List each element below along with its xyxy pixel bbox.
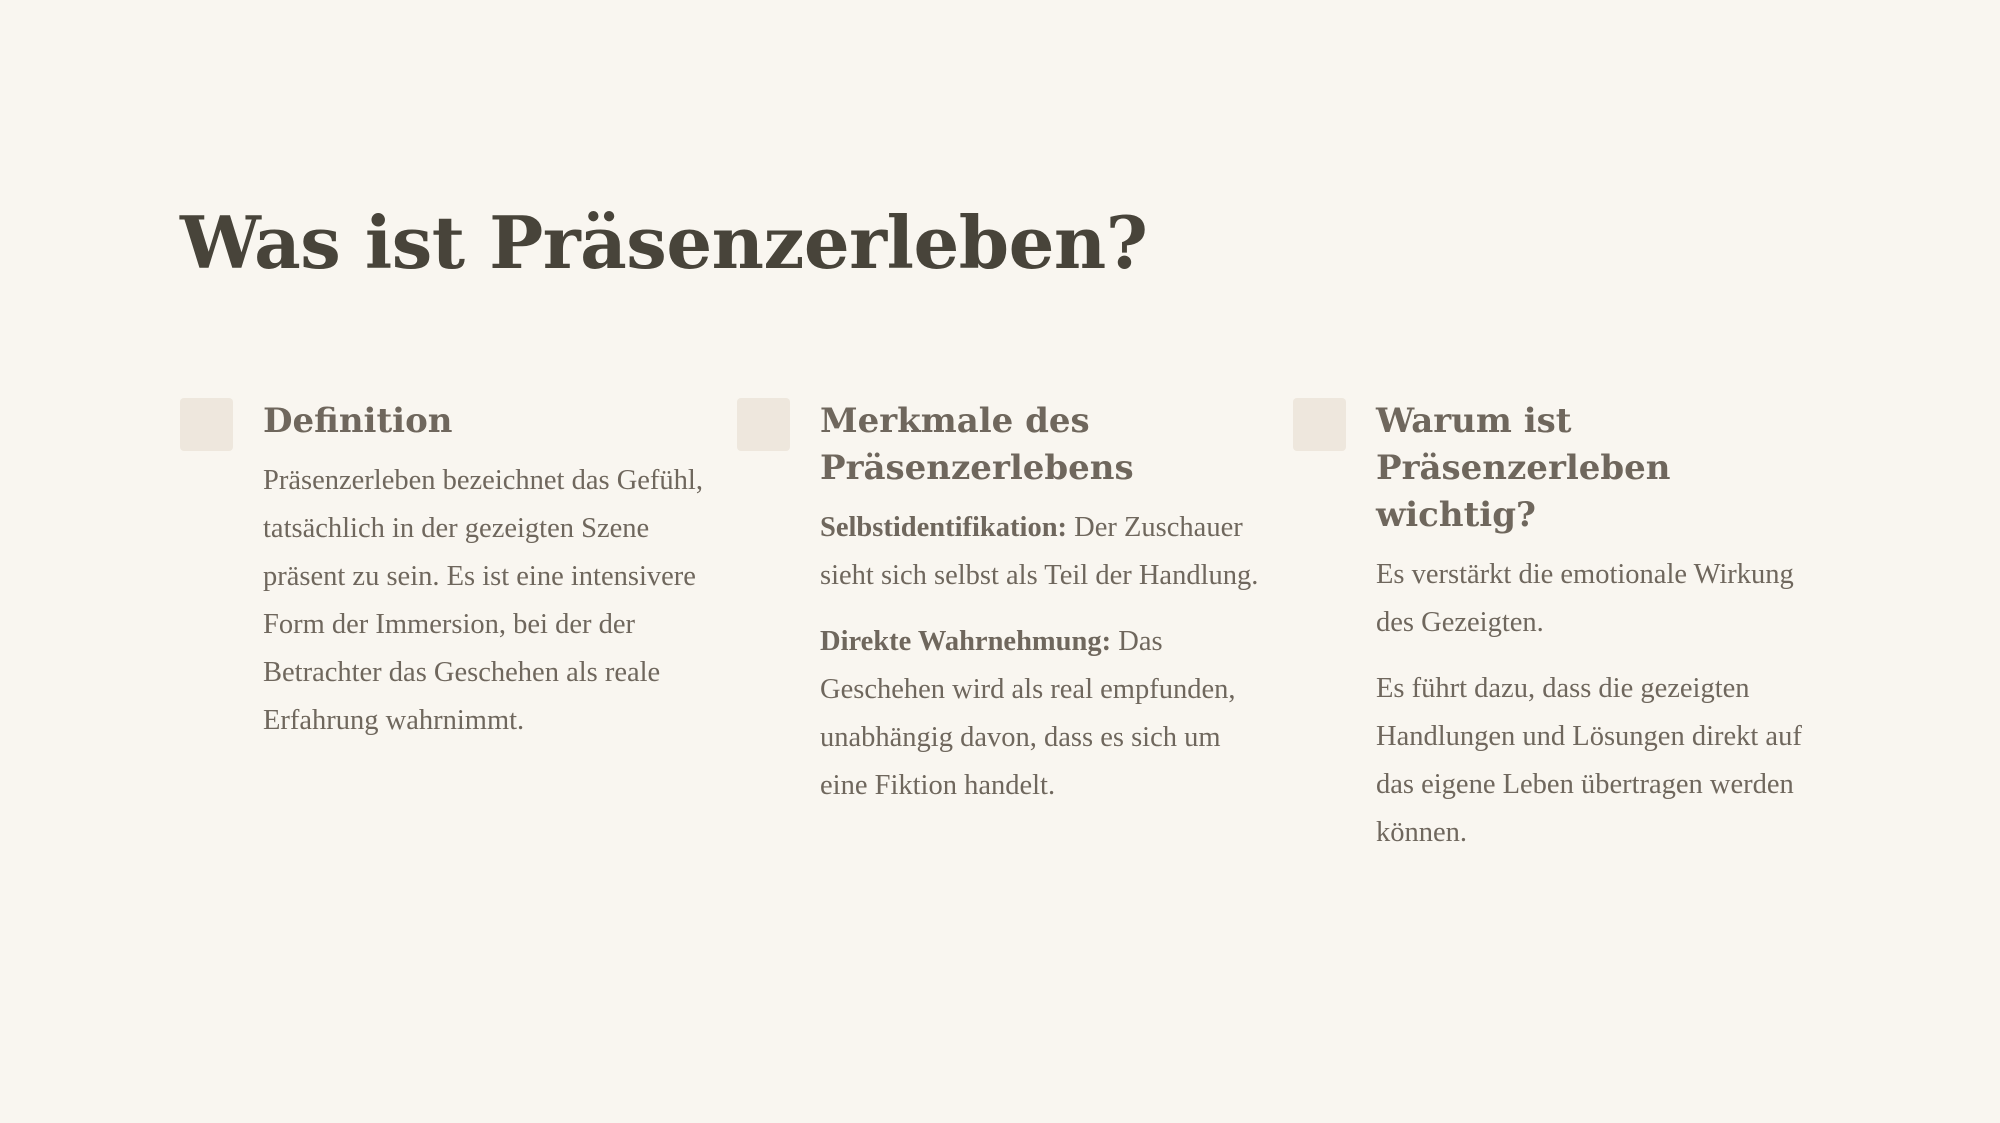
card-icon-placeholder (737, 398, 790, 451)
card-title: Warum ist Präsenzerleben wichtig? (1376, 401, 1671, 535)
card-title: Merkmale des Präsenzerlebens (820, 401, 1134, 488)
card-body (263, 398, 718, 763)
card-paragraph: Präsenzerleben bezeichnet das Gefühl, tatsächlich in der gezeigten Szene präsent zu sein. Es ist eine intensivere Form der Immersion, bei der der Betrachter das Geschehen als reale Erfahrung wahrnimmt. (263, 465, 703, 736)
card-title: Definition (263, 401, 453, 441)
card-paragraph: Es führt dazu, dass die gezeigten Handlungen und Lösungen direkt auf das eigene Leben übertragen werden können. (1376, 673, 1802, 848)
term-label: Selbstidentifikation: (820, 512, 1068, 543)
card-paragraph: Es verstärkt die emotionale Wirkung des Gezeigten. (1376, 559, 1794, 638)
card-paragraph (820, 618, 1275, 810)
slide-title: Was ist Präsenzerleben? (180, 200, 1148, 285)
card-paragraph (820, 504, 1275, 600)
card-body (820, 398, 1275, 828)
term-description: Der Zuschauer sieht sich selbst als Teil der Handlung. (820, 512, 1259, 591)
card-body (1376, 398, 1831, 875)
card-icon-placeholder (1293, 398, 1346, 451)
card-icon-placeholder (180, 398, 233, 451)
term-label: Direkte Wahrnehmung: (820, 626, 1112, 657)
term-description: Das Geschehen wird als real empfunden, unabhängig davon, dass es sich um eine Fiktion handelt. (820, 626, 1236, 801)
